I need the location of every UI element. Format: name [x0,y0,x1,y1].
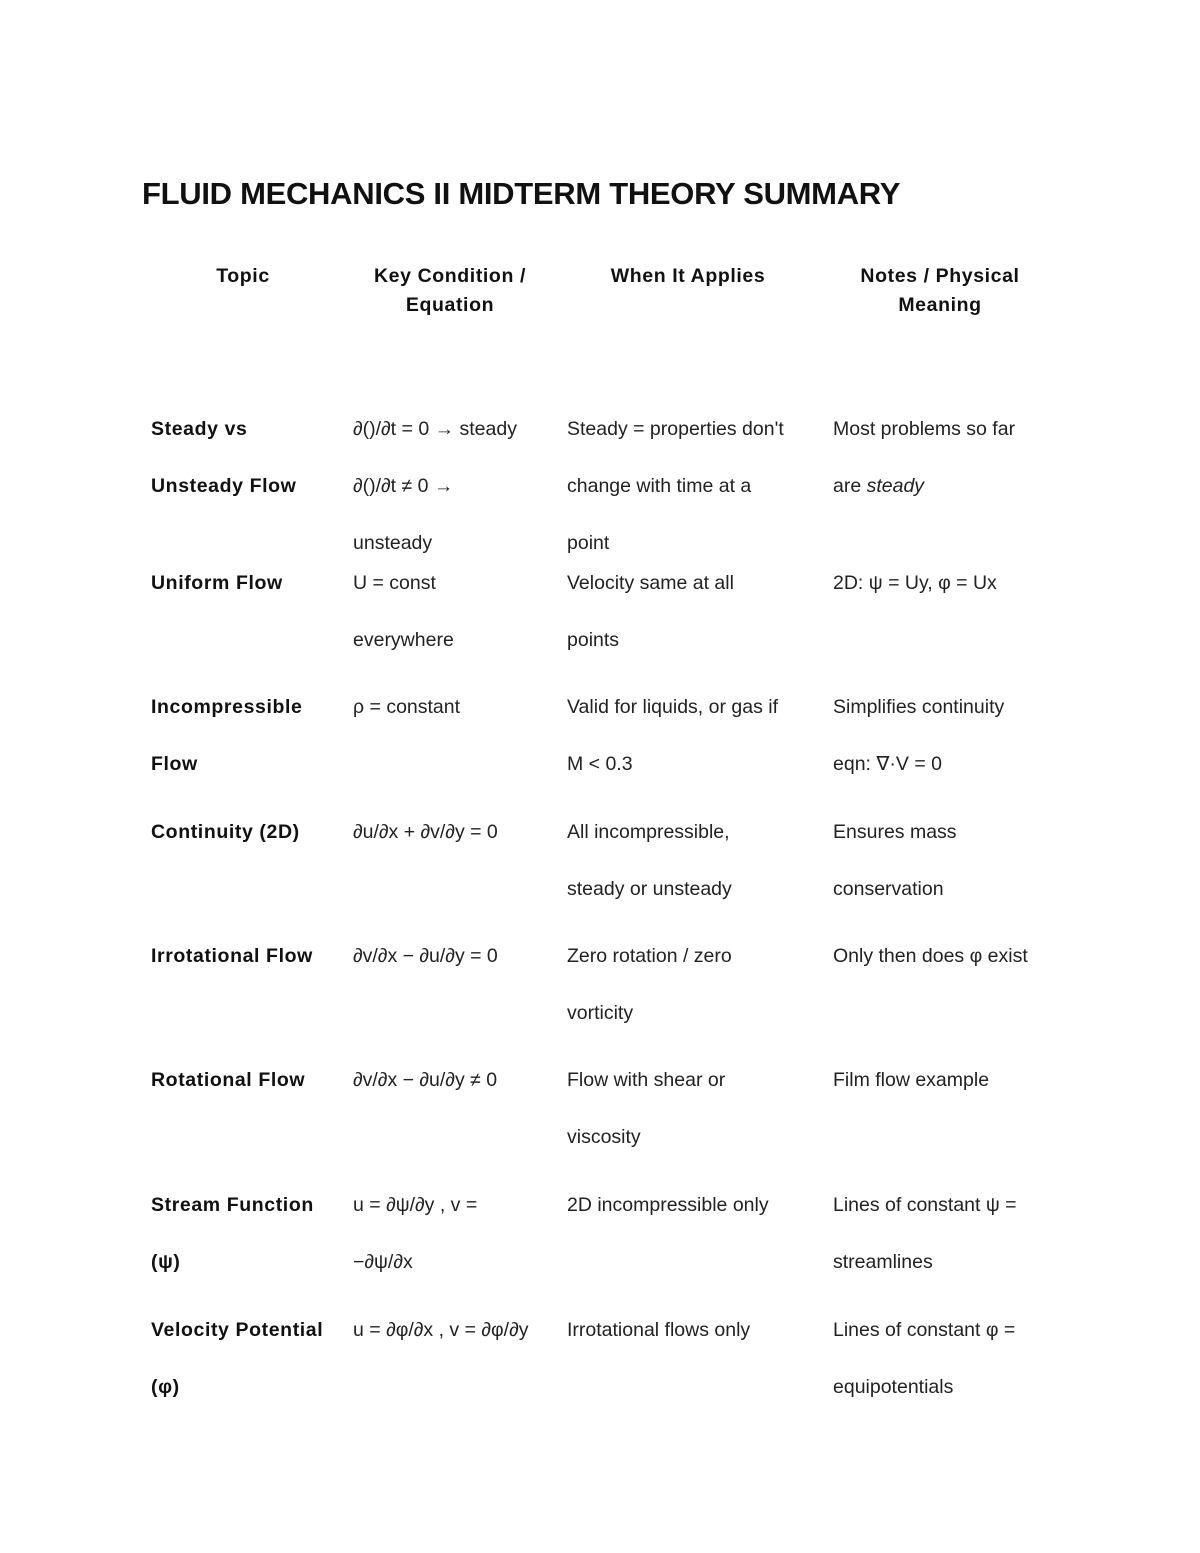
topic-line: (ψ) [151,1250,181,1273]
applies-line: Flow with shear or [567,1068,726,1091]
notes-line [833,472,1063,501]
notes-prefix: are [833,474,867,497]
topic-line: Steady vs [151,417,248,440]
topic-line: Uniform Flow [151,571,283,594]
equation-line: everywhere [353,628,454,651]
notes-line: Ensures mass [833,820,957,843]
row-notes [833,913,1063,999]
applies-line: 2D incompressible only [567,1193,769,1216]
equation-line: U = const [353,571,436,594]
topic-line: (φ) [151,1375,180,1398]
equation-line: ∂u/∂x + ∂v/∂y = 0 [353,820,498,843]
header-equation-line: Key Condition / [374,265,526,287]
notes-line: Most problems so far [833,417,1016,440]
row-applies [567,1037,819,1180]
applies-line: viscosity [567,1125,641,1148]
row-applies [567,540,819,683]
notes-line: Film flow example [833,1068,990,1091]
row-equation [353,664,558,750]
notes-line: Lines of constant φ = [833,1318,1016,1341]
row-topic [151,913,347,999]
applies-line: All incompressible, [567,820,730,843]
row-equation [353,540,558,683]
applies-line: Irrotational flows only [567,1318,751,1341]
topic-line: Incompressible [151,695,303,718]
row-notes [833,664,1063,807]
notes-emphasis: steady [866,474,925,497]
notes-line: Simplifies continuity [833,695,1005,718]
applies-line: point [567,531,610,554]
notes-line: conservation [833,877,944,900]
row-notes [833,1162,1063,1305]
header-applies [567,262,809,291]
row-notes [833,789,1063,932]
header-applies-line: When It Applies [610,265,766,287]
header-topic-line: Topic [216,265,270,287]
equation-line: ∂v/∂x − ∂u/∂y = 0 [353,944,498,967]
equation-line: ∂()/∂t ≠ 0 → [353,474,454,497]
topic-line: Unsteady Flow [151,474,297,497]
row-applies [567,913,819,1056]
row-notes [833,540,1063,626]
header-notes [833,262,1047,319]
row-topic [151,386,347,529]
equation-line: ∂()/∂t = 0 → steady [353,417,517,440]
row-topic [151,664,347,807]
row-topic [151,1162,347,1305]
row-applies [567,789,819,932]
topic-line: Velocity Potential [151,1318,324,1341]
equation-line: −∂ψ/∂x [353,1250,413,1273]
row-topic [151,1037,347,1123]
topic-line: Rotational Flow [151,1068,306,1091]
row-equation [353,789,558,875]
row-applies [567,1287,819,1373]
topic-line: Irrotational Flow [151,944,313,967]
row-topic [151,1287,347,1430]
header-equation-line: Equation [405,293,495,316]
notes-line: equipotentials [833,1375,954,1398]
row-equation [353,1162,558,1305]
notes-line: streamlines [833,1250,933,1273]
topic-line: Continuity (2D) [151,820,300,843]
row-equation [353,1287,558,1373]
applies-line: Valid for liquids, or gas if [567,695,778,718]
applies-line: steady or unsteady [567,877,732,900]
header-equation [353,262,547,319]
header-topic [151,262,335,291]
equation-line: ρ = constant [353,695,461,718]
notes-line: Lines of constant ψ = [833,1193,1017,1216]
notes-line: eqn: ∇·V = 0 [833,752,942,775]
row-topic [151,789,347,875]
equation-line: u = ∂ψ/∂y , v = [353,1193,478,1216]
topic-line: Stream Function [151,1193,314,1216]
applies-line: Steady = properties don't [567,417,784,440]
applies-line: change with time at a [567,474,752,497]
applies-line: Velocity same at all [567,571,734,594]
row-applies [567,1162,819,1248]
applies-line: M < 0.3 [567,752,633,775]
equation-line: ∂v/∂x − ∂u/∂y ≠ 0 [353,1068,498,1091]
row-equation [353,1037,558,1123]
row-notes [833,1037,1063,1123]
notes-line: 2D: ψ = Uy, φ = Ux [833,571,997,594]
applies-line: Zero rotation / zero [567,944,732,967]
applies-line: points [567,628,620,651]
header-notes-line: Meaning [898,293,982,316]
row-topic [151,540,347,626]
topic-line: Flow [151,752,198,775]
row-equation [353,913,558,999]
equation-line: u = ∂φ/∂x , v = ∂φ/∂y [353,1318,529,1341]
applies-line: vorticity [567,1001,634,1024]
page-title: FLUID MECHANICS II MIDTERM THEORY SUMMARY [142,176,901,211]
row-notes [833,1287,1063,1430]
equation-line: unsteady [353,531,433,554]
row-notes [833,386,1063,529]
header-notes-line: Notes / Physical [860,265,1020,287]
row-applies [567,664,819,807]
notes-line: Only then does φ exist [833,944,1028,967]
